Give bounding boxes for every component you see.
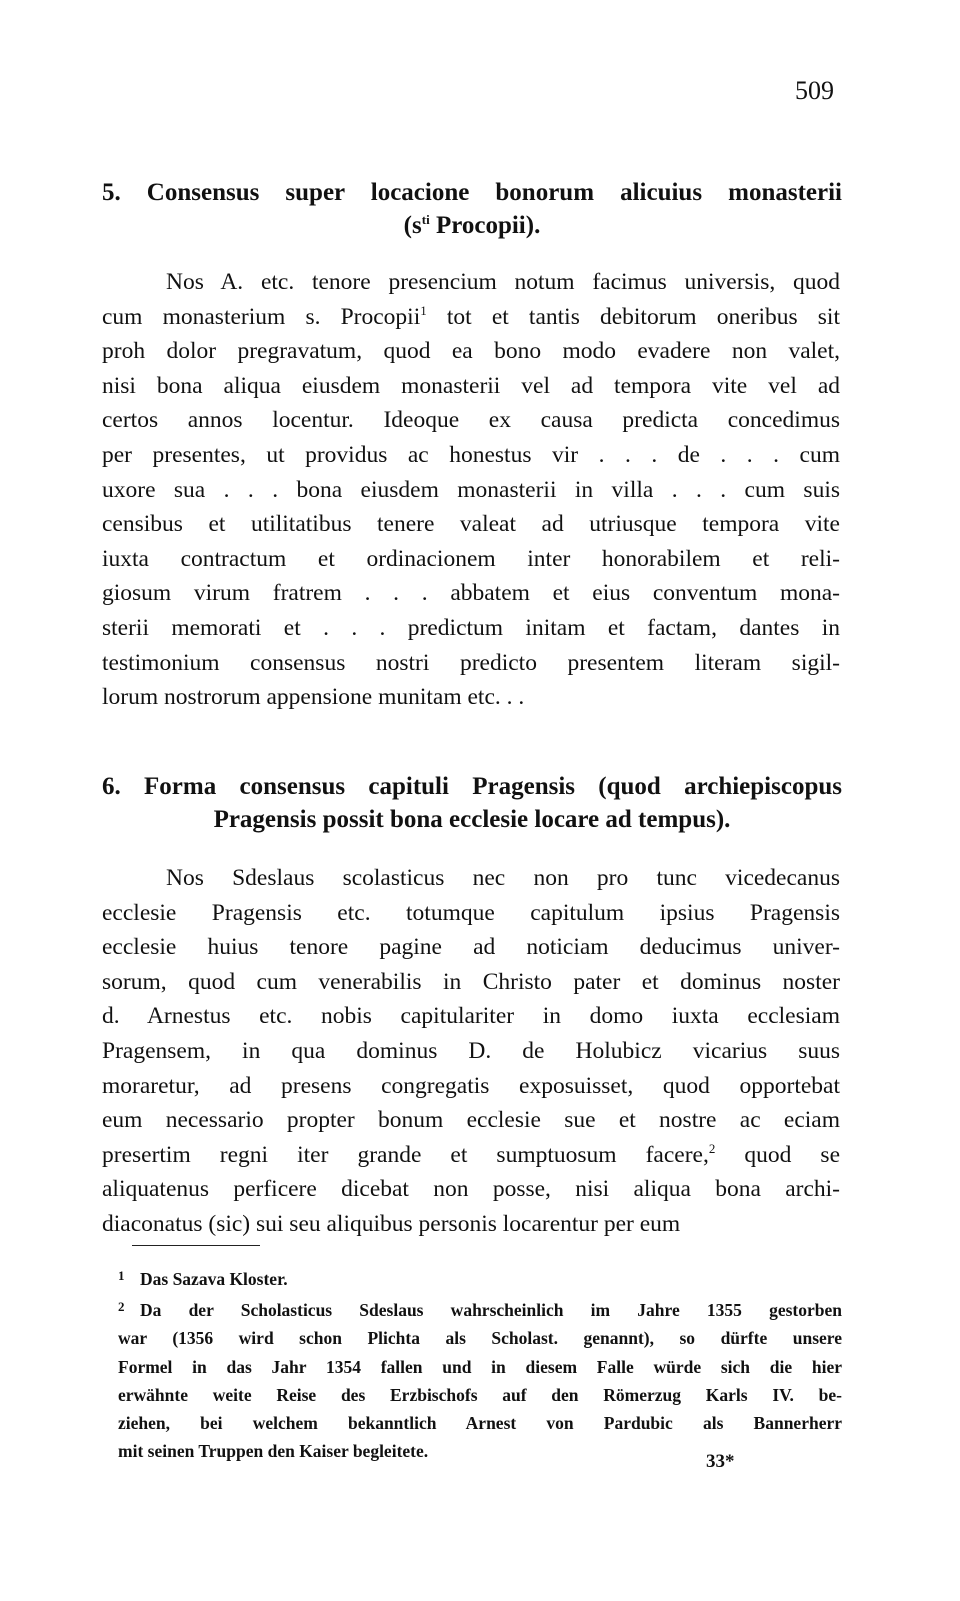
body-line: ecclesie Pragensis etc. totumque capitulum ipsius Pragensis — [102, 899, 840, 926]
footnote-2: 2 Da der Scholasticus Sdeslaus wahrscheinlich im Jahre 1355 gestorben — [118, 1299, 842, 1321]
body-line: testimonium consensus nostri predicto presentem literam sigil- — [102, 649, 840, 676]
body-line: ecclesie huius tenore pagine ad noticiam deducimus univer- — [102, 934, 840, 961]
body-line: iuxta contractum et ordinacionem inter honorabilem et reli- — [102, 545, 840, 572]
body-line: eum necessario propter bonum ecclesie sue et nostre ac eciam — [102, 1107, 840, 1134]
body-line: certos annos locentur. Ideoque ex causa predicta concedimus — [102, 407, 840, 434]
section-5-heading-line2: ($s^{ti}$ Procopii). — [403, 212, 541, 239]
body-line: sterii memorati et . . . predictum initam et factam, dantes in — [102, 614, 840, 641]
body-line: d. Arnestus etc. nobis capitulariter in domo iuxta ecclesiam — [102, 1003, 840, 1030]
footnote-2-line: ziehen, bei welchem bekanntlich Arnest von Pardubic als Bannerherr — [118, 1413, 842, 1434]
body-line: moraretur, ad presens congregatis exposuisset, quod opportebat — [102, 1072, 840, 1099]
body-line: sorum, quod cum venerabilis in Christo pater et dominus noster — [102, 968, 840, 995]
body-line: presertim regni iter grande et sumptuosum facere,$^2$ quod se — [102, 1140, 840, 1168]
footnotes — [118, 1262, 842, 1465]
body-line: uxore sua . . . bona eiusdem monasterii in villa . . . cum suis — [102, 476, 840, 503]
section-5-body — [102, 265, 840, 715]
section-6-heading-line2: Pragensis possit bona ecclesie locare ad tempus). — [213, 806, 731, 833]
footnote-separator — [132, 1245, 260, 1246]
section-6-heading-line1: 6. Forma consensus capituli Pragensis (quod archiepiscopus — [102, 773, 842, 800]
section-6-body — [102, 861, 840, 1242]
footnote-2-line: Formel in das Jahr 1354 fallen und in diesem Falle würde sich die hier — [118, 1356, 842, 1377]
body-line: nisi bona aliqua eiusdem monasterii vel ad tempora vite vel ad — [102, 372, 840, 399]
page-number: 509 — [795, 76, 834, 105]
body-line: diaconatus (sic) sui seu aliquibus personis locarentur per eum — [102, 1210, 681, 1237]
body-line: censibus et utilitatibus tenere valeat ad utriusque tempora vite — [102, 511, 840, 538]
body-line: cum monasterium s. Procopii$^1$ tot et tantis debitorum oneribus sit — [102, 302, 840, 330]
body-line: proh dolor pregravatum, quod ea bono modo evadere non valet, — [102, 338, 840, 365]
body-line: Nos Sdeslaus scolasticus nec non pro tunc vicedecanus — [166, 865, 840, 891]
footnote-2-line: war (1356 wird schon Plichta als Scholast. genannt), so dürfte unsere — [118, 1328, 842, 1349]
body-line: Nos A. etc. tenore presencium notum facimus universis, quod — [166, 269, 840, 295]
footnote-2-line: erwähnte weite Reise des Erzbischofs auf den Römerzug Karls IV. be- — [118, 1384, 842, 1405]
section-6-heading — [102, 770, 842, 836]
section-5-heading — [102, 176, 842, 242]
footnote-ref-1: 1 — [420, 302, 427, 318]
footnote-ref-2: 2 — [708, 1140, 716, 1156]
body-line: Pragensem, in qua dominus D. de Holubicz vicarius suus — [102, 1037, 840, 1064]
body-line: aliquatenus perficere dicebat non posse, nisi aliqua bona archi- — [102, 1176, 840, 1203]
body-line: lorum nostrorum appensione munitam etc. . . — [102, 684, 525, 711]
section-5-heading-line1: 5. Consensus super locacione bonorum alicuius monasterii — [102, 179, 842, 206]
signature-mark: 33* — [706, 1451, 735, 1472]
body-line: per presentes, ut providus ac honestus vir . . . de . . . cum — [102, 441, 840, 468]
footnote-2-line: mit seinen Truppen den Kaiser begleitete. — [118, 1441, 429, 1462]
body-line: giosum virum fratrem . . . abbatem et eius conventum mona- — [102, 580, 840, 607]
footnote-1: 1 Das Sazava Kloster. — [118, 1268, 288, 1289]
